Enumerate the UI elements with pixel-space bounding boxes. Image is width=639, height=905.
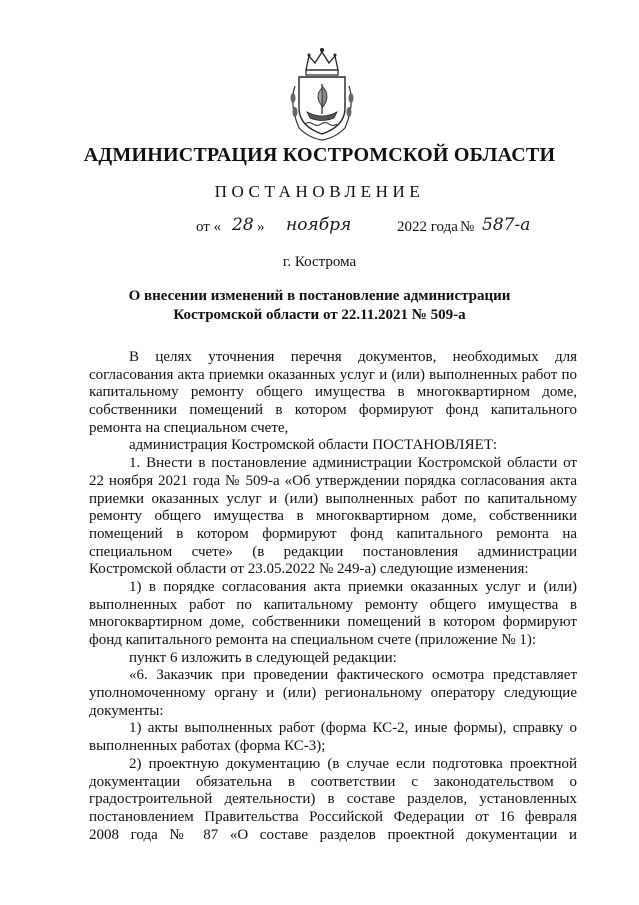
handwritten-day: 28 — [232, 215, 254, 235]
body-line: 2) проектную документацию (в случае если подготовка проектной — [129, 755, 577, 772]
body-line: документы: — [89, 702, 164, 719]
body-line: 1. Внести в постановление администрации Костромской области от — [129, 455, 577, 472]
body-line: специальном счете» (в редакции постановления администрации — [89, 543, 577, 560]
kostroma-coat-of-arms-icon — [287, 46, 357, 142]
date-prefix: от « — [196, 219, 222, 235]
document-body — [89, 349, 577, 844]
subject-line: Костромской области от 22.11.2021 № 509-а — [173, 307, 466, 323]
body-line: В целях уточнения перечня документов, необходимых для — [129, 349, 577, 365]
body-line: 22 ноября 2021 года № 509-а «Об утверждении порядка согласования акта — [89, 472, 577, 489]
body-line: фонд капитального ремонта на специальном счете (приложение № 1): — [89, 632, 537, 648]
body-line: приемки оказанных услуг и (или) выполненных работ по капитальному — [89, 490, 577, 507]
body-line: собственники помещений в котором формируют фонд капитального — [89, 402, 577, 419]
body-line: постановлением Правительства Российской Федерации от 16 февраля — [89, 808, 577, 825]
document-type: ПОСТАНОВЛЕНИЕ — [214, 182, 425, 201]
city: г. Кострома — [282, 254, 357, 270]
body-line: 1) акты выполненных работ (форма КС-2, иные формы), справку о — [129, 720, 577, 737]
body-line: помещений в котором формируют фонд капитального ремонта на — [89, 525, 577, 542]
subject-line: О внесении изменений в постановление администрации — [128, 288, 511, 304]
body-line: документации обязательна в соответствии с законодательством о — [89, 773, 577, 790]
body-line: пункт 6 изложить в следующей редакции: — [129, 649, 397, 666]
body-line: 1) в порядке согласования акта приемки оказанных услуг и (или) — [129, 578, 577, 595]
body-line: «6. Заказчик при проведении фактического осмотра представляет — [129, 667, 577, 684]
date-line — [196, 214, 576, 240]
body-line: ремонту общего имущества в многоквартирном доме, собственники — [89, 508, 577, 525]
body-line: многоквартирном доме, собственники помещений в котором формируют — [89, 614, 577, 631]
body-line: администрация Костромской области ПОСТАНОВЛЯЕТ: — [129, 437, 498, 454]
body-line: выполненных работах (форма КС-3); — [89, 738, 326, 755]
body-line: Костромской области от 23.05.2022 № 249-а) следующие изменения: — [89, 561, 529, 578]
handwritten-number: 587-а — [482, 215, 531, 235]
date-day-close: » — [257, 219, 265, 235]
body-line: согласования акта приемки оказанных услуг и (или) выполненных работ по — [89, 366, 577, 383]
date-year: 2022 года — [397, 219, 458, 235]
document-subject — [0, 287, 639, 325]
body-line: ремонта на специальном счете, — [89, 419, 289, 436]
body-line: градостроительной деятельности) в составе разделов, установленных — [89, 791, 577, 808]
body-line: уполномоченному органу и (или) региональному оператору следующие — [89, 685, 577, 702]
body-line: капитальному ремонту общего имущества в многоквартирном доме, — [89, 384, 577, 401]
body-line: 2008 года № 87 «О составе разделов проектной документации и — [89, 826, 577, 843]
number-prefix: № — [460, 219, 475, 235]
handwritten-month: ноября — [286, 215, 352, 235]
organization-title: АДМИНИСТРАЦИЯ КОСТРОМСКОЙ ОБЛАСТИ — [83, 144, 556, 166]
body-line: выполненных работ по капитальному ремонту общего имущества в — [89, 596, 577, 613]
